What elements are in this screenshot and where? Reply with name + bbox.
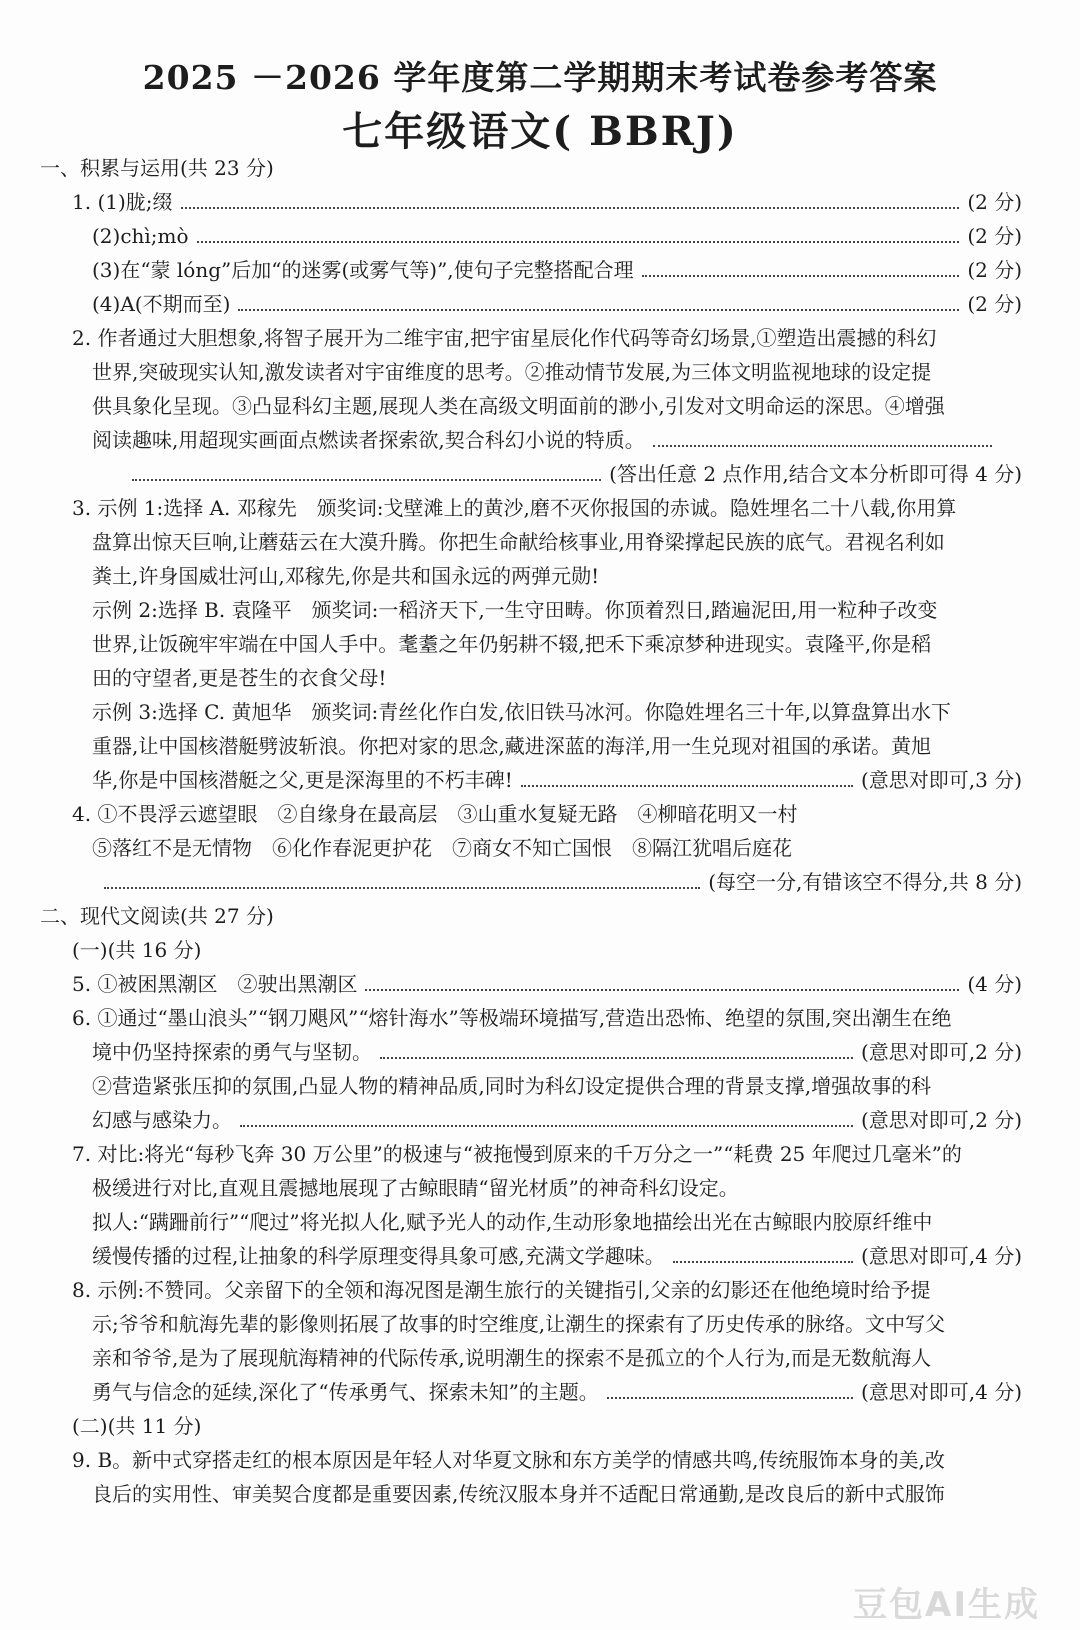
leader-dots bbox=[132, 463, 601, 481]
q3-score: (意思对即可,3 分) bbox=[860, 768, 1022, 792]
q7-score: (意思对即可,4 分) bbox=[860, 1244, 1022, 1268]
q1-4-text: (4)A(不期而至) bbox=[92, 292, 231, 316]
q8-line-1: 8. 示例:不赞同。父亲留下的全领和海况图是潮生旅行的关键指引,父亲的幻影还在他绝境时给予提 bbox=[72, 1278, 931, 1302]
subsection-1-heading: (一)(共 16 分) bbox=[72, 938, 202, 962]
q5-row bbox=[72, 971, 1022, 997]
ai-watermark: 豆包AI生成 bbox=[853, 1585, 1040, 1625]
q7-line-4-row bbox=[92, 1243, 1022, 1269]
q4-score-row bbox=[104, 869, 1022, 895]
q6-line-3: ②营造紧张压抑的氛围,凸显人物的精神品质,同时为科幻设定提供合理的背景支撑,增强故事的科 bbox=[92, 1074, 932, 1098]
leader-dots bbox=[238, 293, 959, 311]
q2-line-3: 供具象化呈现。③凸显科幻主题,展现人类在高级文明面前的渺小,引发对文明命运的深思。④增强 bbox=[92, 394, 945, 418]
q9-line-2: 良后的实用性、审美契合度都是重要因素,传统汉服本身并不适配日常通勤,是改良后的新中式服饰 bbox=[92, 1482, 945, 1506]
q5-text: 5. ①被困黑潮区 ②驶出黑潮区 bbox=[72, 972, 358, 996]
q3-line-9-row bbox=[92, 767, 1022, 793]
q2-score-row bbox=[132, 461, 1022, 487]
leader-dots bbox=[642, 259, 960, 277]
q7-line-4: 缓慢传播的过程,让抽象的科学原理变得具象可感,充满文学趣味。 bbox=[92, 1244, 665, 1268]
q4-score: (每空一分,有错该空不得分,共 8 分) bbox=[708, 870, 1022, 894]
q8-line-4-row bbox=[92, 1379, 1022, 1405]
q6-score-1: (意思对即可,2 分) bbox=[860, 1040, 1022, 1064]
q8-line-2: 示;爷爷和航海先辈的影像则拓展了故事的时空维度,让潮生的探索有了历史传承的脉络。文中写父 bbox=[92, 1312, 946, 1336]
q3-line-8: 重器,让中国核潜艇劈波斩浪。你把对家的思念,藏进深蓝的海洋,用一生兑现对祖国的承诺。黄旭 bbox=[92, 734, 932, 758]
q2-score: (答出任意 2 点作用,结合文本分析即可得 4 分) bbox=[609, 462, 1022, 486]
leader-dots bbox=[104, 871, 700, 889]
leader-dots bbox=[380, 1041, 853, 1059]
q7-line-1: 7. 对比:将光“每秒飞奔 30 万公里”的极速与“被拖慢到原来的千万分之一”“耗费 25 年爬过几毫米”的 bbox=[72, 1142, 962, 1166]
q8-score: (意思对即可,4 分) bbox=[860, 1380, 1022, 1404]
q1-3-row bbox=[92, 257, 1022, 283]
q1-1-row bbox=[72, 189, 1022, 215]
q3-line-9: 华,你是中国核潜艇之父,更是深海里的不朽丰碑! bbox=[92, 768, 513, 792]
q2-line-1: 2. 作者通过大胆想象,将智子展开为二维宇宙,把宇宙星辰化作代码等奇幻场景,①塑造出震撼的科幻 bbox=[72, 326, 937, 350]
section-2-heading: 二、现代文阅读(共 27 分) bbox=[40, 904, 274, 928]
leader-dots bbox=[240, 1109, 853, 1127]
q3-line-2: 盘算出惊天巨响,让蘑菇云在大漠升腾。你把生命献给核事业,用脊梁撑起民族的底气。君视名利如 bbox=[92, 530, 945, 554]
q2-line-2: 世界,突破现实认知,激发读者对宇宙维度的思考。②推动情节发展,为三体文明监视地球的设定提 bbox=[92, 360, 932, 384]
q1-2-text: (2)chì;mò bbox=[92, 224, 189, 248]
q3-line-3: 粪土,许身国威壮河山,邓稼先,你是共和国永远的两弹元勋! bbox=[92, 564, 600, 588]
q3-line-7: 示例 3:选择 C. 黄旭华 颁奖词:青丝化作白发,依旧铁马冰河。你隐姓埋名三十年,以算盘算出水下 bbox=[92, 700, 951, 724]
q1-1-score: (2 分) bbox=[967, 190, 1022, 214]
q6-line-1: 6. ①通过“墨山浪头”“钢刀飓风”“熔针海水”等极端环境描写,营造出恐怖、绝望的氛围,突出潮生在绝 bbox=[72, 1006, 952, 1030]
doc-subtitle: 七年级语文( BBRJ) bbox=[342, 108, 738, 155]
leader-dots bbox=[653, 429, 992, 447]
q3-line-6: 田的守望者,更是苍生的衣食父母! bbox=[92, 666, 387, 690]
q3-line-1: 3. 示例 1:选择 A. 邓稼先 颁奖词:戈壁滩上的黄沙,磨不灭你报国的赤诚。隐姓埋名二十八载,你用算 bbox=[72, 496, 957, 520]
q6-score-2: (意思对即可,2 分) bbox=[860, 1108, 1022, 1132]
q7-line-3: 拟人:“蹒跚前行”“爬过”将光拟人化,赋予光人的动作,生动形象地描绘出光在古鲸眼内胶原纤维中 bbox=[92, 1210, 933, 1234]
q4-line-2: ⑤落红不是无情物 ⑥化作春泥更护花 ⑦商女不知亡国恨 ⑧隔江犹唱后庭花 bbox=[92, 836, 792, 860]
q3-line-5: 世界,让饭碗牢牢端在中国人手中。耄耋之年仍躬耕不辍,把禾下乘凉梦种进现实。袁隆平,你是稻 bbox=[92, 632, 932, 656]
doc-title: 2025 －2026 学年度第二学期期末考试卷参考答案 bbox=[142, 58, 938, 97]
q1-2-score: (2 分) bbox=[967, 224, 1022, 248]
q6-line-4: 幻感与感染力。 bbox=[92, 1108, 232, 1132]
q6-line-2-row bbox=[92, 1039, 1022, 1065]
leader-dots bbox=[673, 1245, 853, 1263]
q5-score: (4 分) bbox=[967, 972, 1022, 996]
section-1-heading: 一、积累与运用(共 23 分) bbox=[40, 156, 274, 180]
q9-line-1: 9. B。新中式穿搭走红的根本原因是年轻人对华夏文脉和东方美学的情感共鸣,传统服饰本身的美,改 bbox=[72, 1448, 945, 1472]
leader-dots bbox=[365, 973, 959, 991]
q1-3-text: (3)在“蒙 lóng”后加“的迷雾(或雾气等)”,使句子完整搭配合理 bbox=[92, 258, 634, 282]
q8-line-4: 勇气与信念的延续,深化了“传承勇气、探索未知”的主题。 bbox=[92, 1380, 599, 1404]
q6-line-2: 境中仍坚持探索的勇气与坚韧。 bbox=[92, 1040, 372, 1064]
q1-3-score: (2 分) bbox=[967, 258, 1022, 282]
q1-4-row bbox=[92, 291, 1022, 317]
leader-dots bbox=[521, 769, 853, 787]
q1-4-score: (2 分) bbox=[967, 292, 1022, 316]
q2-line-4-row bbox=[92, 427, 1000, 453]
leader-dots bbox=[607, 1381, 853, 1399]
q8-line-3: 亲和爷爷,是为了展现航海精神的代际传承,说明潮生的探索不是孤立的个人行为,而是无数航海人 bbox=[92, 1346, 932, 1370]
q3-line-4: 示例 2:选择 B. 袁隆平 颁奖词:一稻济天下,一生守田畴。你顶着烈日,踏遍泥田,用一粒种子改变 bbox=[92, 598, 938, 622]
leader-dots bbox=[181, 191, 960, 209]
q1-1-text: 1. (1)胧;缀 bbox=[72, 190, 173, 214]
leader-dots bbox=[197, 225, 960, 243]
q4-line-1: 4. ①不畏浮云遮望眼 ②自缘身在最高层 ③山重水复疑无路 ④柳暗花明又一村 bbox=[72, 802, 798, 826]
subsection-2-heading: (二)(共 11 分) bbox=[72, 1414, 202, 1438]
q6-line-4-row bbox=[92, 1107, 1022, 1133]
q7-line-2: 极缓进行对比,直观且震撼地展现了古鲸眼睛“留光材质”的神奇科幻设定。 bbox=[92, 1176, 739, 1200]
q1-2-row bbox=[92, 223, 1022, 249]
q2-line-4: 阅读趣味,用超现实画面点燃读者探索欲,契合科幻小说的特质。 bbox=[92, 428, 645, 452]
